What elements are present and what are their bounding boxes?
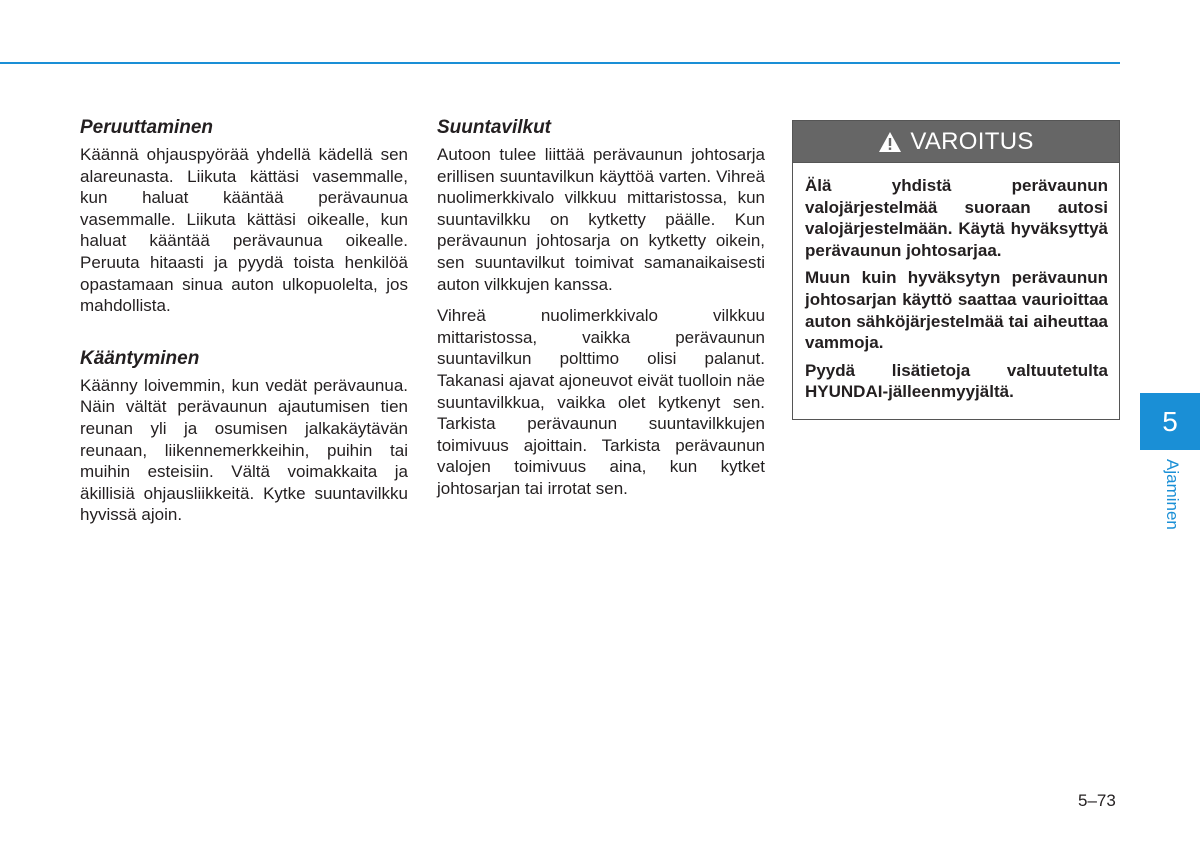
top-rule xyxy=(0,62,1120,64)
section-kaantyminen xyxy=(80,347,408,526)
warning-body xyxy=(793,163,1119,403)
section-heading: Suuntavilkut xyxy=(437,117,552,138)
section-peruuttaminen xyxy=(80,116,408,317)
section-heading: Kääntyminen xyxy=(80,347,200,369)
warning-header xyxy=(793,121,1119,163)
warning-triangle-icon xyxy=(878,131,902,153)
warning-paragraph: Muun kuin hyväksytyn perävaunun johtosarjan käyttö saattaa vaurioittaa auton sähköjärjestelmää tai aiheuttaa vammoja. xyxy=(805,268,1108,353)
warning-paragraph: Älä yhdistä perävaunun valojärjestelmää suoraan autosi valojärjestelmään. Käytä hyväksyttyä perävaunun johtosarjaa. xyxy=(805,176,1108,260)
section-suuntavilkut xyxy=(437,116,765,500)
left-column xyxy=(80,116,408,556)
paragraph: Autoon tulee liittää perävaunun johtosarja erillisen suuntavilkun käyttöä varten. Vihreä nuolimerkkivalo vilkkuu mittaristossa, kun suuntavilkku on kytketty päälle. Kun perävaunun johtosarja on kytketty oikein, sen suuntavilkut toimivat samanaikaisesti auton vilkkujen kanssa. xyxy=(437,145,765,294)
warning-paragraph: Pyydä lisätietoja valtuutetulta HYUNDAI-jälleenmyyjältä. xyxy=(805,360,1108,402)
paragraph: Vihreä nuolimerkkivalo vilkkuu mittaristossa, vaikka perävaunun suuntavilkun polttimo olisi palanut. Takanasi ajavat ajoneuvot eivät tuolloin näe suuntavilkkua, vaikka olet kytkenyt sen. Tarkista perävaunun suuntavilkkujen toimivuus ajoittain. Tarkista perävaunun valojen toimivuus aina, kun kytket johtosarjan tai irrotat sen. xyxy=(437,306,765,498)
chapter-label: Ajaminen xyxy=(1163,459,1182,530)
warning-title: VAROITUS xyxy=(910,127,1034,155)
middle-column xyxy=(437,116,765,530)
paragraph: Käännä ohjauspyörää yhdellä kädellä sen alareunasta. Liikuta kättäsi vasemmalle, kun haluat kääntää perävaunua vasemmalle. Liikuta kättäsi oikealle, kun haluat kääntää perävaunua oikealle. Peruuta hitaasti ja pyydä toista henkilöä opastamaan sinua auton ulkopuolelta, jos mahdollista. xyxy=(80,145,408,316)
section-heading: Peruuttaminen xyxy=(80,117,214,138)
chapter-number: 5 xyxy=(1162,405,1178,437)
chapter-tab xyxy=(1140,393,1200,450)
page-number: 5–73 xyxy=(1078,791,1116,810)
warning-box xyxy=(792,120,1120,420)
paragraph: Käänny loivemmin, kun vedät perävaunua. Näin vältät perävaunun ajautumisen tien reunan yli ja osumisen jalkakäytävän reunaan, liikennemerkkeihin, puihin tai muihin esteisiin. Vältä voimakkaita ja äkillisiä ohjausliikkeitä. Kytke suuntavilkku hyvissä ajoin. xyxy=(80,375,408,525)
